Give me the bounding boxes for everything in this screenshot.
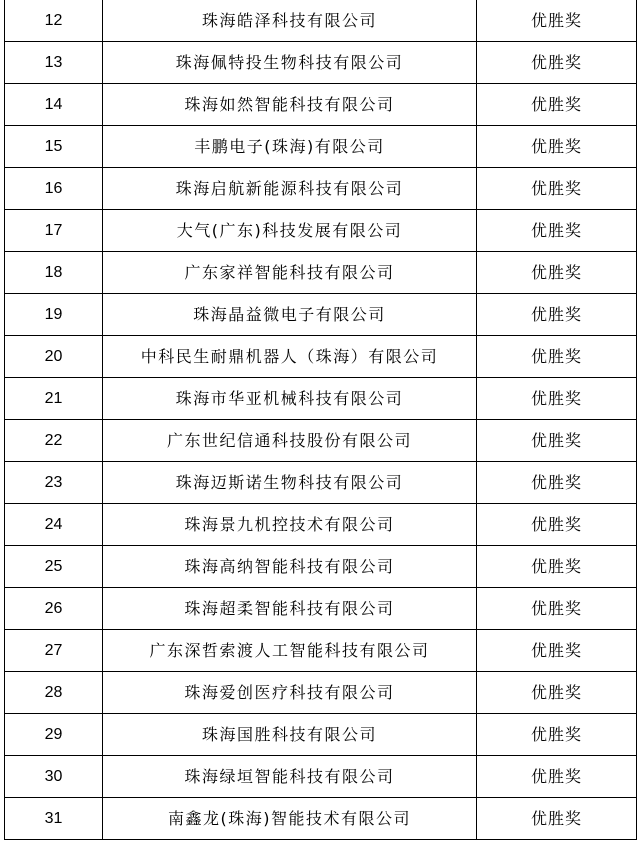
company-name-cell: 珠海皓泽科技有限公司 [103,0,477,42]
award-cell: 优胜奖 [477,42,637,84]
row-number-cell: 29 [5,714,103,756]
row-number-cell: 30 [5,756,103,798]
award-cell: 优胜奖 [477,294,637,336]
company-name-cell: 珠海佩特投生物科技有限公司 [103,42,477,84]
award-cell: 优胜奖 [477,462,637,504]
row-number-cell: 13 [5,42,103,84]
award-cell: 优胜奖 [477,252,637,294]
award-cell: 优胜奖 [477,504,637,546]
table-row [5,168,637,210]
award-cell: 优胜奖 [477,714,637,756]
row-number-cell: 31 [5,798,103,840]
award-cell: 优胜奖 [477,84,637,126]
award-table [4,0,637,840]
table-row [5,798,637,840]
award-cell: 优胜奖 [477,546,637,588]
company-name-cell: 广东世纪信通科技股份有限公司 [103,420,477,462]
table-row [5,672,637,714]
award-cell: 优胜奖 [477,336,637,378]
company-name-cell: 珠海晶益微电子有限公司 [103,294,477,336]
company-name-cell: 珠海市华亚机械科技有限公司 [103,378,477,420]
company-name-cell: 丰鹏电子(珠海)有限公司 [103,126,477,168]
row-number-cell: 28 [5,672,103,714]
row-number-cell: 22 [5,420,103,462]
award-cell: 优胜奖 [477,672,637,714]
award-cell: 优胜奖 [477,0,637,42]
row-number-cell: 14 [5,84,103,126]
award-cell: 优胜奖 [477,168,637,210]
company-name-cell: 珠海景九机控技术有限公司 [103,504,477,546]
award-cell: 优胜奖 [477,126,637,168]
award-cell: 优胜奖 [477,630,637,672]
table-row [5,294,637,336]
table-row [5,378,637,420]
row-number-cell: 27 [5,630,103,672]
row-number-cell: 16 [5,168,103,210]
row-number-cell: 15 [5,126,103,168]
company-name-cell: 广东家祥智能科技有限公司 [103,252,477,294]
table-row [5,630,637,672]
table-row [5,210,637,252]
row-number-cell: 24 [5,504,103,546]
award-cell: 优胜奖 [477,210,637,252]
award-cell: 优胜奖 [477,798,637,840]
table-row [5,546,637,588]
row-number-cell: 20 [5,336,103,378]
award-cell: 优胜奖 [477,420,637,462]
company-name-cell: 珠海启航新能源科技有限公司 [103,168,477,210]
award-table-body [5,0,637,840]
award-cell: 优胜奖 [477,756,637,798]
company-name-cell: 珠海国胜科技有限公司 [103,714,477,756]
table-row [5,462,637,504]
row-number-cell: 25 [5,546,103,588]
company-name-cell: 珠海迈斯诺生物科技有限公司 [103,462,477,504]
company-name-cell: 大气(广东)科技发展有限公司 [103,210,477,252]
row-number-cell: 26 [5,588,103,630]
row-number-cell: 17 [5,210,103,252]
row-number-cell: 19 [5,294,103,336]
row-number-cell: 12 [5,0,103,42]
company-name-cell: 珠海超柔智能科技有限公司 [103,588,477,630]
award-cell: 优胜奖 [477,588,637,630]
table-row [5,756,637,798]
company-name-cell: 珠海爱创医疗科技有限公司 [103,672,477,714]
table-row [5,336,637,378]
company-name-cell: 珠海高纳智能科技有限公司 [103,546,477,588]
award-cell: 优胜奖 [477,378,637,420]
company-name-cell: 珠海如然智能科技有限公司 [103,84,477,126]
table-row [5,504,637,546]
table-row [5,252,637,294]
table-row [5,0,637,42]
table-row [5,588,637,630]
table-row [5,126,637,168]
company-name-cell: 中科民生耐鼎机器人（珠海）有限公司 [103,336,477,378]
row-number-cell: 21 [5,378,103,420]
table-row [5,714,637,756]
row-number-cell: 18 [5,252,103,294]
table-row [5,420,637,462]
company-name-cell: 南鑫龙(珠海)智能技术有限公司 [103,798,477,840]
company-name-cell: 珠海绿垣智能科技有限公司 [103,756,477,798]
table-row [5,84,637,126]
company-name-cell: 广东深哲索渡人工智能科技有限公司 [103,630,477,672]
table-row [5,42,637,84]
row-number-cell: 23 [5,462,103,504]
